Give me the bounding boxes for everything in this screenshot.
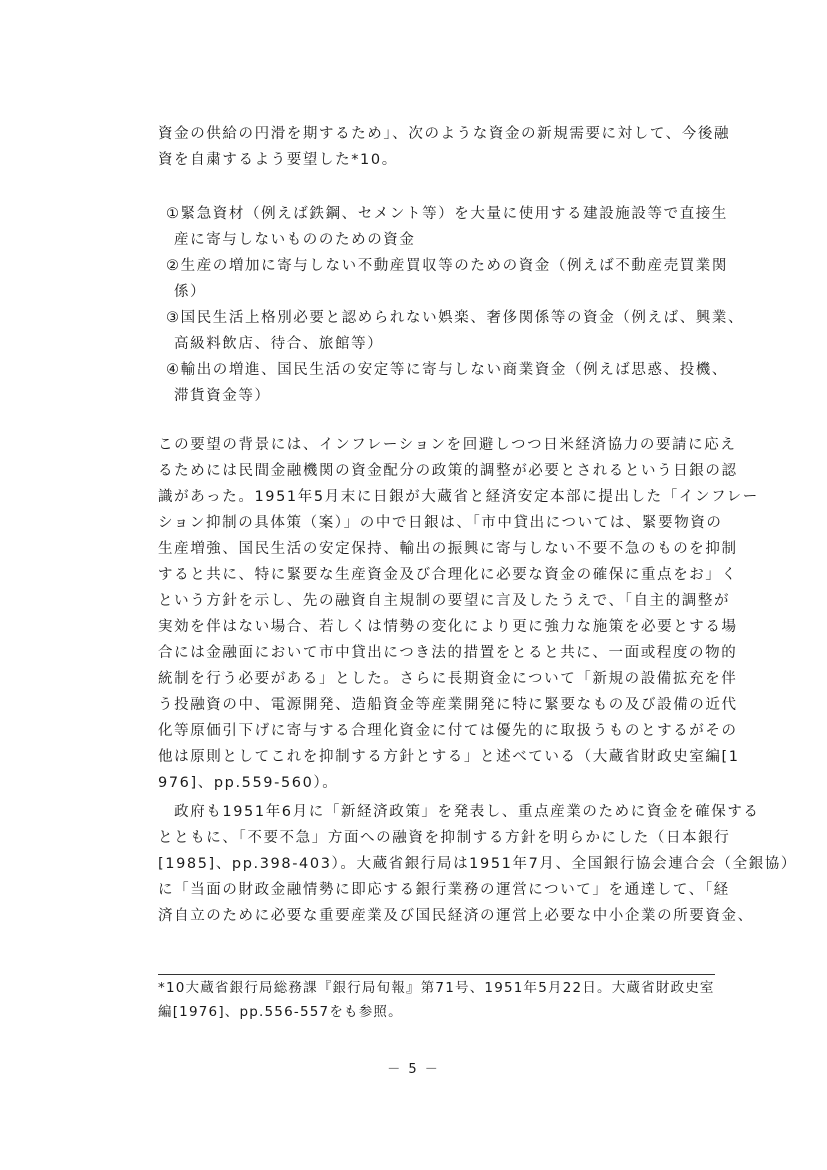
list-item: ①緊急資材（例えば鉄鋼、セメント等）を大量に使用する建設施設等で直接生 <box>166 206 728 222</box>
text-line: 生産増強、国民生活の安定保持、輸出の振興に寄与しない不要不急のものを抑制 <box>158 541 738 557</box>
text-line: 統制を行う必要がある」とした。さらに長期資金について「新規の設備拡充を伴 <box>158 671 738 687</box>
text-line: に「当面の財政金融情勢に即応する銀行業務の運営について」を通達して、「経 <box>158 882 730 898</box>
text-line: 化等原価引下げに寄与する合理化資金に付ては優先的に取扱うものとするがその <box>158 723 738 739</box>
intro-paragraph <box>158 121 731 173</box>
text-line: るためには民間金融機関の資金配分の政策的調整が必要とされるという日銀の認 <box>158 463 738 479</box>
list-item-continuation: 産に寄与しないもののための資金 <box>174 232 416 248</box>
list-item-continuation: 滞貨資金等） <box>174 388 271 404</box>
footnote <box>158 976 718 1024</box>
text-line: 合には金融面において市中貸出につき法的措置をとると共に、一面或程度の物的 <box>158 645 738 661</box>
list-item-continuation: 係） <box>174 284 207 300</box>
text-line: う投融資の中、電源開発、造船資金等産業開発に特に緊要なもの及び設備の近代 <box>158 697 738 713</box>
text-line: 済自立のために必要な重要産業及び国民経済の運営上必要な中小企業の所要資金、 <box>158 908 754 924</box>
list-item-continuation: 高級料飲店、待合、旅館等） <box>174 336 384 352</box>
text-line: 実効を伴はない場合、若しくは情勢の変化により更に強力な施策を必要とする場 <box>158 619 738 635</box>
text-line: この要望の背景には、インフレーションを回避しつつ日米経済協力の要請に応え <box>158 437 737 453</box>
footnote-line: 編[1976]、pp.556-557をも参照。 <box>158 1004 403 1020</box>
footnote-divider <box>158 974 715 975</box>
text-line: [1985]、pp.398-403）。大蔵省銀行局は1951年7月、全国銀行協会連合会（全銀協） <box>158 856 797 872</box>
text-line: 識があった。1951年5月末に日銀が大蔵省と経済安定本部に提出した「インフレー <box>158 489 759 505</box>
funding-restriction-list <box>166 201 745 409</box>
list-item: ③国民生活上格別必要と認められない娯楽、奢侈関係等の資金（例えば、興業、 <box>166 310 745 326</box>
text-line: すると共に、特に緊要な生産資金及び合理化に必要な資金の確保に重点をお」く <box>158 567 738 583</box>
list-item: ②生産の増加に寄与しない不動産買収等のための資金（例えば不動産売買業関 <box>166 258 728 274</box>
page-number: － 5 － <box>387 1062 440 1077</box>
list-item: ④輸出の増進、国民生活の安定等に寄与しない商業資金（例えば思惑、投機、 <box>166 362 728 378</box>
text-line: 資金の供給の円滑を期するため」、次のような資金の新規需要に対して、今後融 <box>158 126 731 142</box>
background-paragraph <box>158 432 759 796</box>
footnote-line: *10大蔵省銀行局総務課『銀行局旬報』第71号、1951年5月22日。大蔵省財政史室 <box>158 980 715 996</box>
text-line: 976]、pp.559-560）。 <box>158 775 339 791</box>
government-policy-paragraph <box>158 799 797 929</box>
text-line: とともに、「不要不急」方面への融資を抑制する方針を明らかにした（日本銀行 <box>158 830 731 846</box>
text-line: 政府も1951年6月に「新経済政策」を発表し、重点産業のために資金を確保する <box>158 804 760 820</box>
text-line: 資を自粛するよう要望した*10。 <box>158 152 398 168</box>
text-line: 他は原則としてこれを抑制する方針とする」と述べている（大蔵省財政史室編[1 <box>158 749 740 765</box>
text-line: ション抑制の具体策（案）」の中で日銀は、「市中貸出については、緊要物資の <box>158 515 723 531</box>
text-line: という方針を示し、先の融資自主規制の要望に言及したうえで、「自主的調整が <box>158 593 731 609</box>
